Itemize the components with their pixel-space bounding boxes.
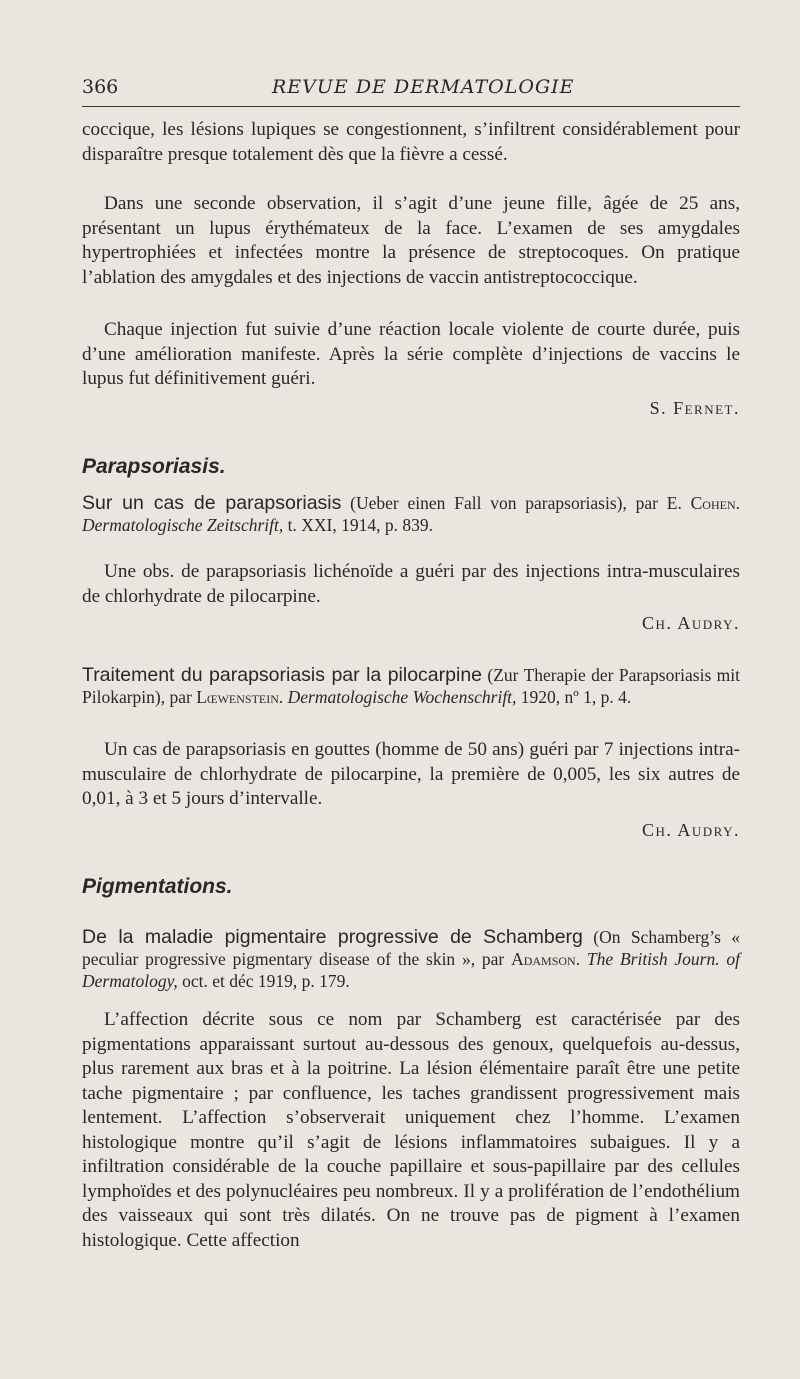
article-text-adamson: L’affection décrite sous ce nom par Schamberg est caractérisée par des pigmentations apparaissant surtout au-dessous des genoux, quelquefois au-dessus, plus rarement aux bras et à la poitrine. La lésion élémentaire paraît être une petite tache pigmentaire ; par confluence, les taches grandissent progressivement mais lentement. L’affection s’observerait uniquement chez l’homme. L’examen histologique montre qu’il s’agit de lésions inflammatoires subaigues. Il y a infiltration considérable de la couche papillaire et sous-papillaire par des cellules lymphoïdes et des polynucléaires peu nombreux. Il y a prolifération de l’endothélium des vaisseaux qui sont très dilatés. On ne trouve pas de pigment à l’examen histologique. Cette affection (82, 1009, 740, 1251)
article-title: De la maladie pigmentaire progressive de Schamberg (82, 926, 583, 948)
section-heading-pigmentations: Pigmentations. (82, 875, 233, 898)
article-title: Sur un cas de parapsoriasis (82, 492, 342, 514)
intro-paragraph-2: Dans une seconde observation, il s’agit d’une jeune fille, âgée de 25 ans, présentant un lupus érythémateux de la face. L’examen de ses amygdales hypertrophiées et infectées montre la présence de streptocoques. On pratique l’ablation des amygdales et des injections de vaccin antistreptococcique. (82, 193, 740, 288)
article-ref-text: (On Schamberg’s « peculiar progressive pigmentary disease of the skin », par (82, 927, 741, 969)
page-header (82, 76, 740, 107)
article-reference-loewenstein (82, 664, 740, 708)
article-title: Traitement du parapsoriasis par la pilocarpine (82, 664, 483, 686)
article-author: E. Cohen. (666, 493, 740, 513)
signature-fernet: S. Fernet. (649, 398, 740, 418)
article-author: Lœwenstein. (196, 687, 284, 707)
article-ref-details: 1920, nº 1, p. 4. (516, 687, 632, 707)
article-author: Adamson. (511, 949, 581, 969)
article-journal: Dermatologische Wochenschrift, (287, 687, 517, 707)
signature-audry-1: Ch. Audry. (641, 613, 740, 633)
running-title: REVUE DE DERMATOLOGIE (272, 76, 575, 98)
article-text-loewenstein: Un cas de parapsoriasis en gouttes (homme de 50 ans) guéri par 7 injections intra-musculaire de chlorhydrate de pilocarpine, la première de 0,005, les six autres de 0,01, à 3 et 5 jours d’intervalle. (82, 739, 740, 809)
page-number: 366 (82, 76, 119, 98)
article-ref-details: t. XXI, 1914, p. 839. (283, 515, 433, 535)
article-journal: Dermatologische Zeitschrift, (82, 515, 284, 535)
article-journal: The British Journ. of Dermatology, (82, 949, 741, 991)
article-reference-cohen (82, 492, 740, 536)
intro-paragraph-1: coccique, les lésions lupiques se congestionnent, s’infiltrent considérablement pour disparaître presque totalement dès que la fièvre a cessé. (82, 119, 740, 165)
article-ref-details: oct. et déc 1919, p. 179. (177, 971, 350, 991)
intro-paragraph-3: Chaque injection fut suivie d’une réaction locale violente de courte durée, puis d’une amélioration manifeste. Après la série complète d’injections de vaccins le lupus fut définitivement guéri. (82, 319, 740, 389)
article-ref-text: (Ueber einen Fall von parapsoriasis), par (341, 493, 667, 513)
article-ref-text: (Zur Therapie der Parapsoriasis mit Pilokarpin), par (82, 665, 740, 707)
section-heading-parapsoriasis: Parapsoriasis. (82, 455, 226, 478)
article-text-cohen: Une obs. de parapsoriasis lichénoïde a guéri par des injections intra-musculaires de chlorhydrate de pilocarpine. (82, 561, 740, 607)
article-reference-adamson (82, 926, 740, 992)
signature-audry-2: Ch. Audry. (641, 820, 740, 840)
